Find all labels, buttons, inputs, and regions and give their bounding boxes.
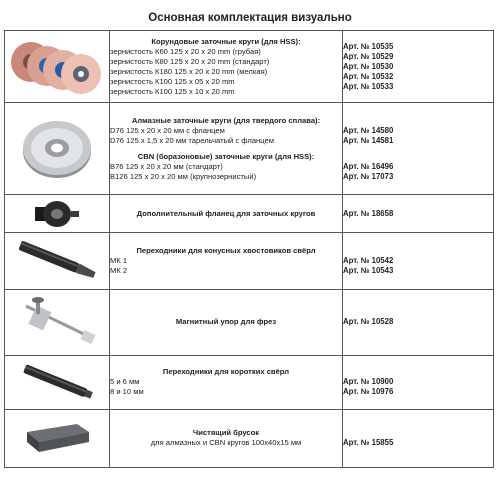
line: зернистость К80 125 x 20 x 20 mm (стандарт) (110, 56, 270, 66)
line: 8 и 10 мм (110, 387, 144, 397)
article-number: Арт. № 17073 (343, 171, 394, 181)
row-heading: Алмазные заточные круги (для твердого сплава): (131, 115, 321, 125)
article-number: Арт. № 10543 (343, 266, 394, 275)
morse-taper-adapter-icon (11, 239, 103, 283)
equipment-table (4, 30, 494, 468)
pink-grinding-wheels-icon (9, 36, 105, 98)
article-cell (343, 355, 494, 409)
description-cell (110, 103, 343, 195)
article-number: Арт. № 18658 (343, 208, 394, 218)
article-number: Арт. № 16496 (343, 161, 394, 171)
table-row (5, 31, 494, 103)
table-row (5, 355, 494, 409)
product-image-cell (5, 355, 110, 409)
product-image-cell (5, 103, 110, 195)
description-cell (110, 409, 343, 467)
article-cell (343, 195, 494, 233)
row-heading: Переходники для конусных хвостовиков свёрл (136, 246, 316, 255)
row-heading: Дополнительный фланец для заточных кругов (136, 208, 316, 218)
description-cell (110, 195, 343, 233)
row-heading: Магнитный упор для фрез (175, 317, 277, 327)
article-cell (343, 289, 494, 355)
article-cell (343, 103, 494, 195)
article-number: Арт. № 10976 (343, 387, 394, 397)
product-image-cell (5, 195, 110, 233)
table-row (5, 103, 494, 195)
row-subheading: CBN (боразоновые) заточные круги (для HSS): (137, 151, 315, 161)
product-image-cell (5, 409, 110, 467)
description-cell (110, 289, 343, 355)
article-number: Арт. № 10535 (343, 41, 394, 51)
article-number: Арт. № 14581 (343, 135, 394, 145)
table-row (5, 289, 494, 355)
article-number: Арт. № 10532 (343, 71, 394, 81)
magnetic-stop-icon (12, 294, 102, 350)
table-row (5, 233, 494, 289)
line: D76 125 x 20 x 20 мм с фланцем (110, 125, 225, 135)
article-cell (343, 31, 494, 103)
diamond-wheel-icon (17, 118, 97, 180)
article-number: Арт. № 14580 (343, 125, 394, 135)
line: МК 1 (110, 256, 128, 265)
line: МК 2 (110, 266, 128, 275)
article-number: Арт. № 10530 (343, 61, 394, 71)
row-heading: Чистящий брусок (192, 428, 260, 438)
article-cell (343, 233, 494, 289)
table-row (5, 195, 494, 233)
article-cell (343, 409, 494, 467)
line: 5 и 6 мм (110, 377, 140, 387)
table-row (5, 409, 494, 467)
product-image-cell (5, 289, 110, 355)
description-cell (110, 31, 343, 103)
line: D76 125 x 1,5 x 20 мм тарельчатый с фланцем (110, 135, 274, 145)
article-number: Арт. № 15855 (343, 438, 394, 448)
description-cell (110, 233, 343, 289)
article-number: Арт. № 10900 (343, 377, 394, 387)
article-number: Арт. № 10528 (343, 317, 394, 327)
product-image-cell (5, 233, 110, 289)
product-image-cell (5, 31, 110, 103)
line: В76 125 x 20 x 20 мм (стандарт) (110, 161, 223, 171)
short-drill-adapter-icon (12, 360, 102, 404)
description-cell (110, 355, 343, 409)
article-number: Арт. № 10529 (343, 51, 394, 61)
article-number: Арт. № 10542 (343, 256, 394, 265)
row-heading: Корундовые заточные круги (для HSS): (151, 36, 301, 46)
line: зернистость К100 125 x 10 x 20 mm (110, 86, 235, 96)
line: зернистость К60 125 x 20 x 20 mm (грубая) (110, 46, 261, 56)
line: зернистость К180 125 x 20 x 20 mm (мелкая) (110, 66, 268, 76)
page-title: Основная комплектация визуально (148, 12, 352, 24)
line: для алмазных и CBN кругов 100x40x15 мм (150, 438, 302, 448)
line: зернистость К100 125 x 05 x 20 mm (110, 76, 235, 86)
cleaning-stone-icon (17, 418, 97, 458)
article-number: Арт. № 10533 (343, 81, 394, 91)
flange-icon (27, 199, 87, 229)
line: В126 125 x 20 x 20 мм (крупнозернистый) (110, 171, 257, 181)
row-heading: Переходники для коротких свёрл (162, 367, 290, 377)
